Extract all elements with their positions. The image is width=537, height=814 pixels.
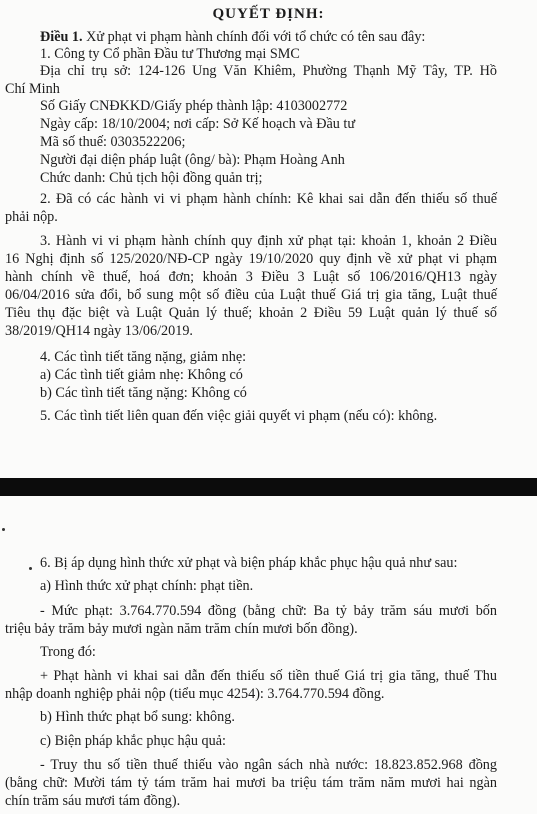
main-penalty: a) Hình thức xử phạt chính: phạt tiền. <box>40 578 254 594</box>
legal-basis-line-3: hành chính về thuế, hoá đơn; khoản 3 Điều 3 Luật số 106/2016/QH13 ngày <box>5 269 497 285</box>
legal-basis-line-6: 38/2019/QH14 ngày 13/06/2019. <box>5 323 193 339</box>
legal-representative: Người đại diện pháp luật (ông/ bà): Phạm Hoàng Anh <box>40 152 345 168</box>
fine-amount-line-1: - Mức phạt: 3.764.770.594 đồng (bằng chữ: Ba tỷ bảy trăm sáu mươi bốn <box>40 603 497 619</box>
company-name: 1. Công ty Cổ phần Đầu tư Thương mại SMC <box>40 46 300 62</box>
penalty-heading: 6. Bị áp dụng hình thức xử phạt và biện pháp khắc phục hậu quả như sau: <box>40 555 458 571</box>
issue-info: Ngày cấp: 18/10/2004; nơi cấp: Sở Kế hoạch và Đầu tư <box>40 116 356 132</box>
tax-code: Mã số thuế: 0303522206; <box>40 134 186 150</box>
legal-basis-line-1: 3. Hành vi vi phạm hành chính quy định xử phạt tại: khoản 1, khoản 2 Điều <box>40 233 497 249</box>
article-1-lead: Điều 1. <box>40 29 83 45</box>
in-which-label: Trong đó: <box>40 644 96 660</box>
company-address-line-2: Chí Minh <box>5 81 60 97</box>
fine-amount-line-2: triệu bảy trăm bảy mươi ngàn năm trăm chín mươi bốn đồng). <box>5 621 358 637</box>
article-1-intro: Xử phạt vi phạm hành chính đối với tổ chức có tên sau đây: <box>82 29 426 45</box>
violation-line-2: phải nộp. <box>5 209 58 225</box>
legal-basis-line-4: 06/04/2016 sửa đổi, bổ sung một số điều của Luật thuế Giá trị gia tăng, Luật thuế <box>5 287 497 303</box>
mitigating-circumstances: a) Các tình tiết giảm nhẹ: Không có <box>40 367 243 383</box>
tax-recovery-line-3: chín trăm sáu mươi tám đồng). <box>5 793 181 809</box>
representative-position: Chức danh: Chủ tịch hội đồng quản trị; <box>40 170 263 186</box>
decision-title: QUYẾT ĐỊNH: <box>212 6 325 22</box>
legal-basis-line-5: Tiêu thụ đặc biệt và Luật Quản lý thuế; khoản 2 Điều 59 Luật quản lý thuế số <box>5 305 497 321</box>
related-circumstances: 5. Các tình tiết liên quan đến việc giải quyết vi phạm (nếu có): không. <box>40 408 438 424</box>
violation-line-1: 2. Đã có các hành vi vi phạm hành chính: Kê khai sai dẫn đến thiếu số thuế <box>40 191 497 207</box>
remedial-measures-heading: c) Biện pháp khắc phục hậu quả: <box>40 733 226 749</box>
decision-page-bottom <box>0 496 537 814</box>
page-separator <box>0 478 537 496</box>
additional-penalty: b) Hình thức phạt bổ sung: không. <box>40 709 235 725</box>
tax-recovery-line-1: - Truy thu số tiền thuế thiếu vào ngân sách nhà nước: 18.823.852.968 đồng <box>40 757 497 773</box>
tax-recovery-line-2: (bằng chữ: Mười tám tỷ tám trăm hai mươi ba triệu tám trăm năm mươi hai ngàn <box>5 775 497 791</box>
license-number: Số Giấy CNĐKKD/Giấy phép thành lập: 4103002772 <box>40 98 348 114</box>
scan-speck <box>29 567 32 570</box>
legal-basis-line-2: 16 Nghị định số 125/2020/NĐ-CP ngày 19/10/2020 quy định về xử phạt vi phạm <box>5 251 497 267</box>
company-address-line-1: Địa chỉ trụ sở: 124-126 Ung Văn Khiêm, Phường Thạnh Mỹ Tây, TP. Hồ <box>40 63 497 79</box>
fine-detail-line-1: + Phạt hành vi khai sai dẫn đến thiếu số tiền thuế Giá trị gia tăng, thuế Thu <box>40 668 497 684</box>
circumstances-heading: 4. Các tình tiết tăng nặng, giảm nhẹ: <box>40 349 247 365</box>
scan-speck <box>2 528 5 531</box>
article-1-line <box>40 29 425 46</box>
aggravating-circumstances: b) Các tình tiết tăng nặng: Không có <box>40 385 247 401</box>
fine-detail-line-2: nhập doanh nghiệp phải nộp (tiểu mục 4254): 3.764.770.594 đồng. <box>5 686 385 702</box>
